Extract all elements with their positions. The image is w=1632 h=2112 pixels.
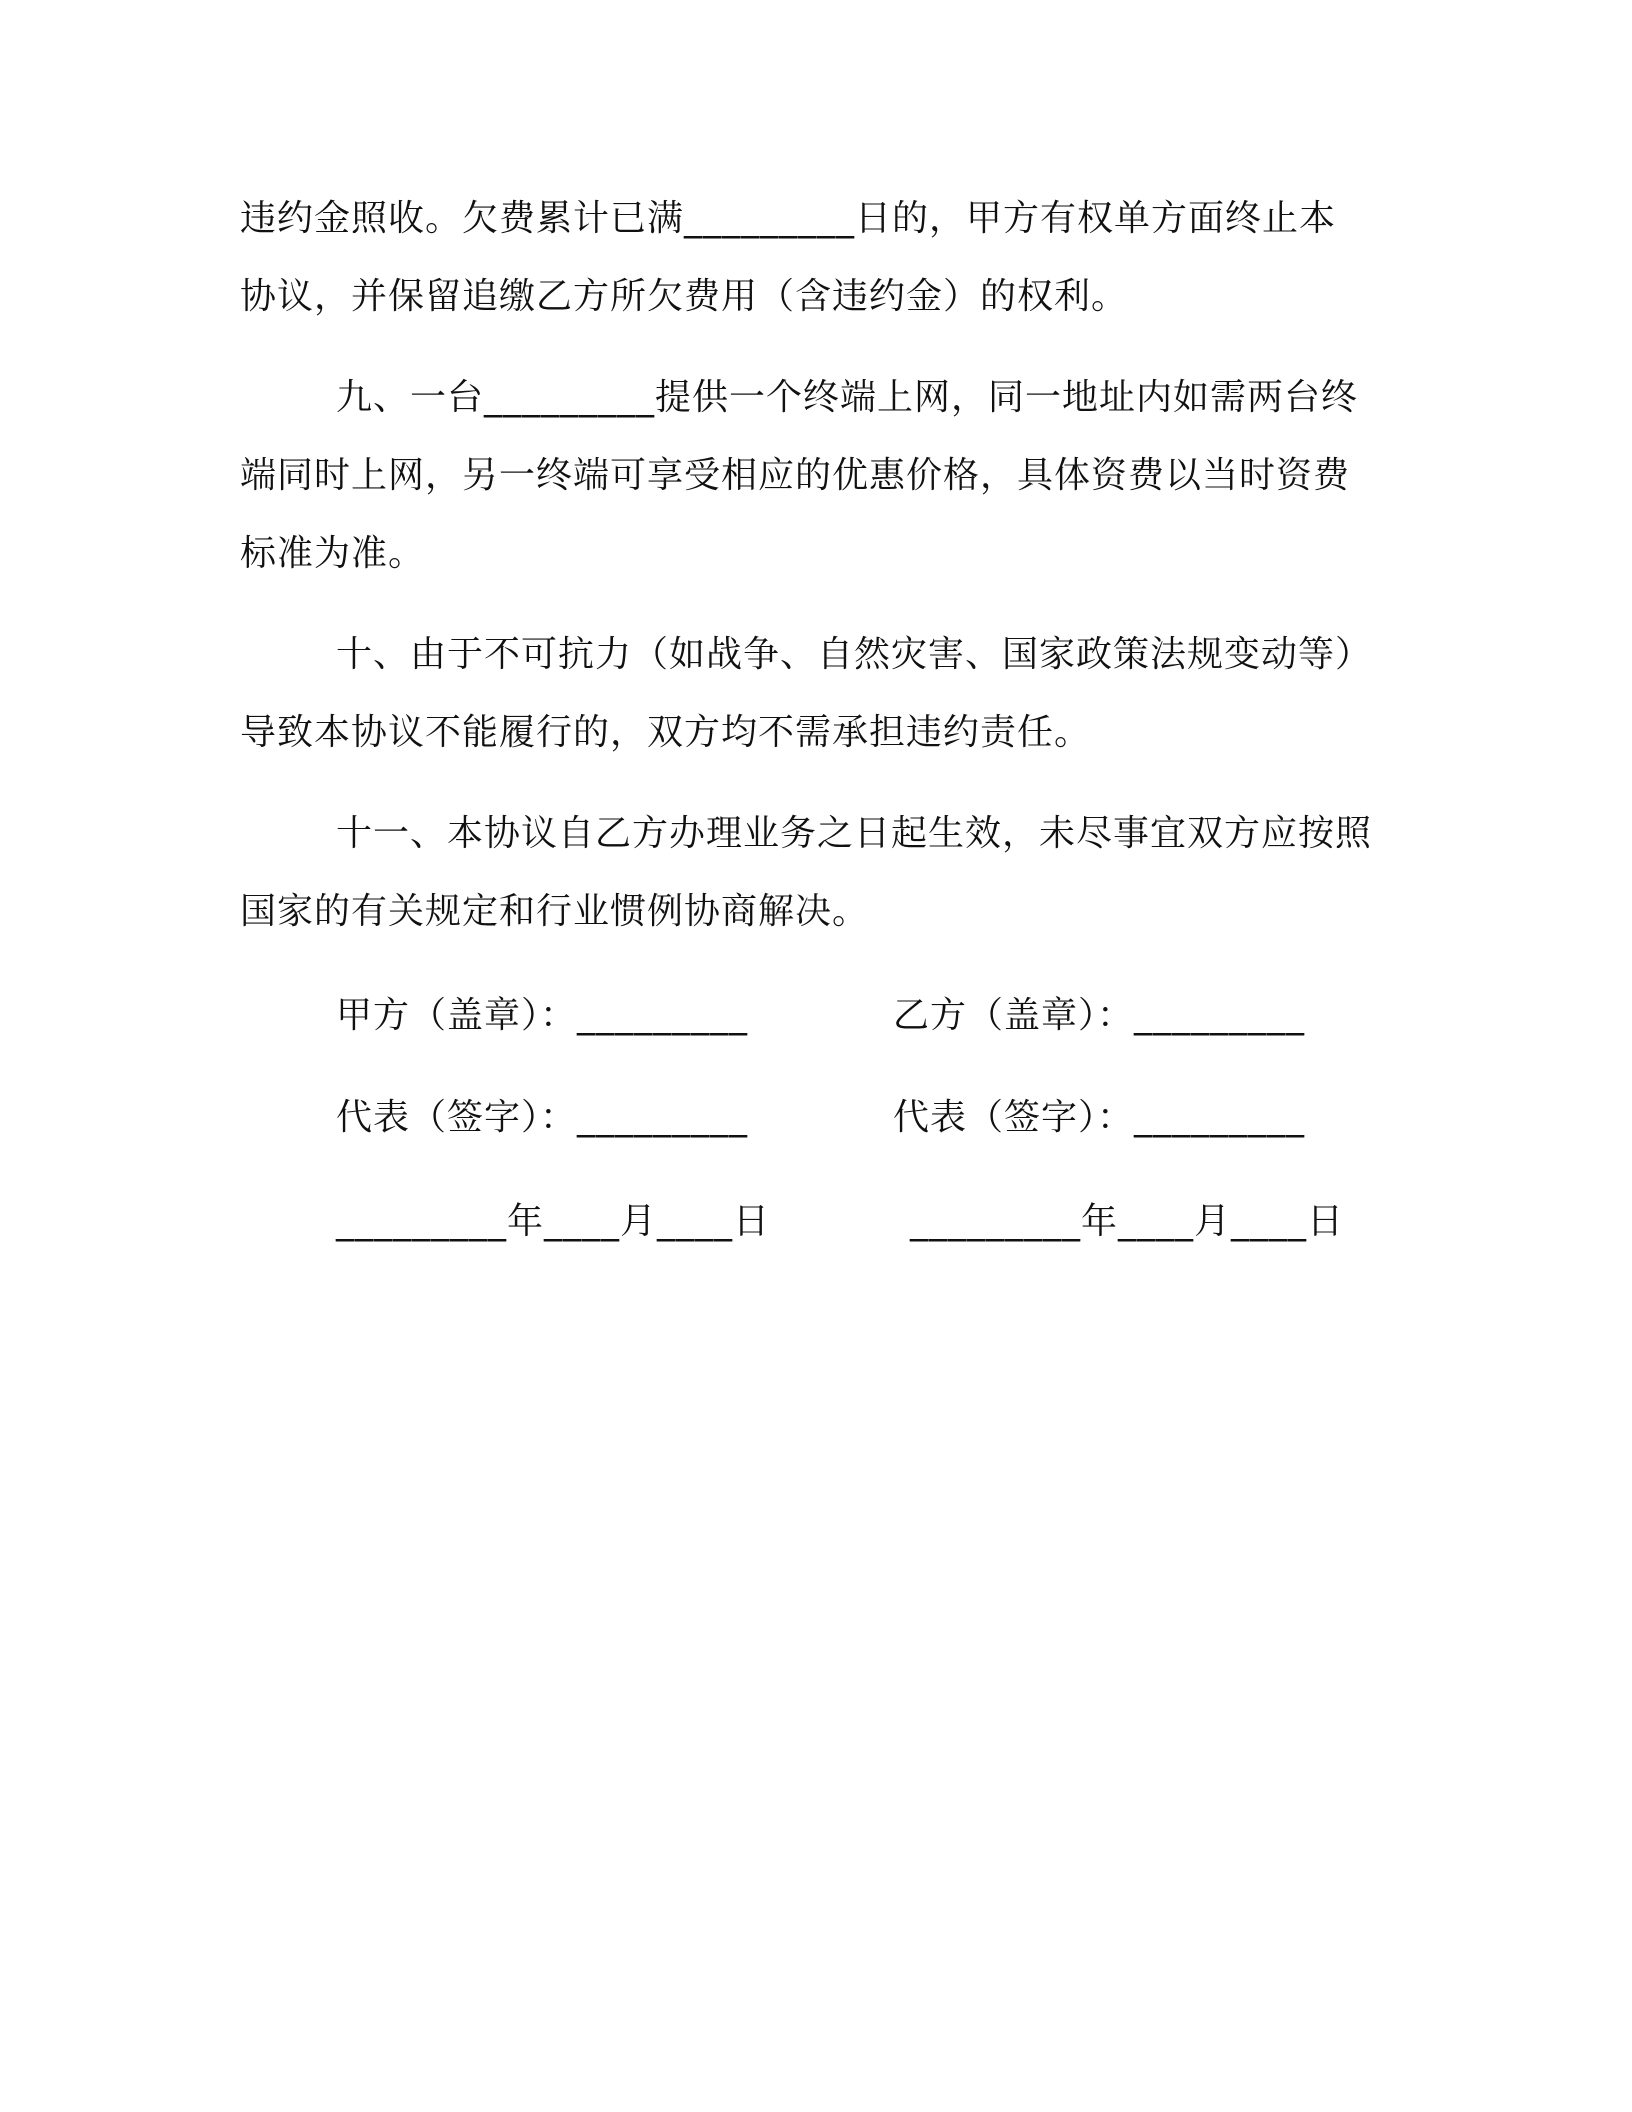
clause-11 — [240, 795, 1390, 951]
clause-10-line-2: 导致本协议不能履行的，双方均不需承担违约责任。 — [240, 712, 1092, 753]
party-b-date-field: _________年____月____日 — [910, 1201, 1344, 1242]
party-a-date-field: _________年____月____日 — [336, 1201, 770, 1242]
clause-9-line-2: 端同时上网，另一终端可享受相应的优惠价格，具体资费以当时资费 — [240, 455, 1351, 496]
clause-8-line-2: 协议，并保留追缴乙方所欠费用（含违约金）的权利。 — [240, 276, 1129, 317]
clause-11-line-1: 十一、本协议自乙方办理业务之日起生效，未尽事宜双方应按照 — [336, 813, 1373, 854]
clause-9-line-3: 标准为准。 — [240, 533, 426, 574]
party-a-representative-field: 代表（签字）：_________ — [336, 1097, 749, 1138]
clause-10-line-1: 十、由于不可抗力（如战争、自然灾害、国家政策法规变动等） — [336, 634, 1373, 675]
clause-8-line-1: 违约金照收。欠费累计已满_________日的，甲方有权单方面终止本 — [240, 198, 1337, 239]
clause-9 — [240, 359, 1390, 593]
party-b-seal-field: 乙方（盖章）：_________ — [893, 995, 1306, 1036]
clause-11-line-2: 国家的有关规定和行业惯例协商解决。 — [240, 891, 870, 932]
clause-10 — [240, 616, 1390, 772]
party-b-representative-field: 代表（签字）：_________ — [893, 1097, 1306, 1138]
clause-9-line-1: 九、一台_________提供一个终端上网，同一地址内如需两台终 — [336, 377, 1359, 418]
clause-8-tail — [240, 180, 1390, 336]
party-a-seal-field: 甲方（盖章）：_________ — [336, 995, 749, 1036]
